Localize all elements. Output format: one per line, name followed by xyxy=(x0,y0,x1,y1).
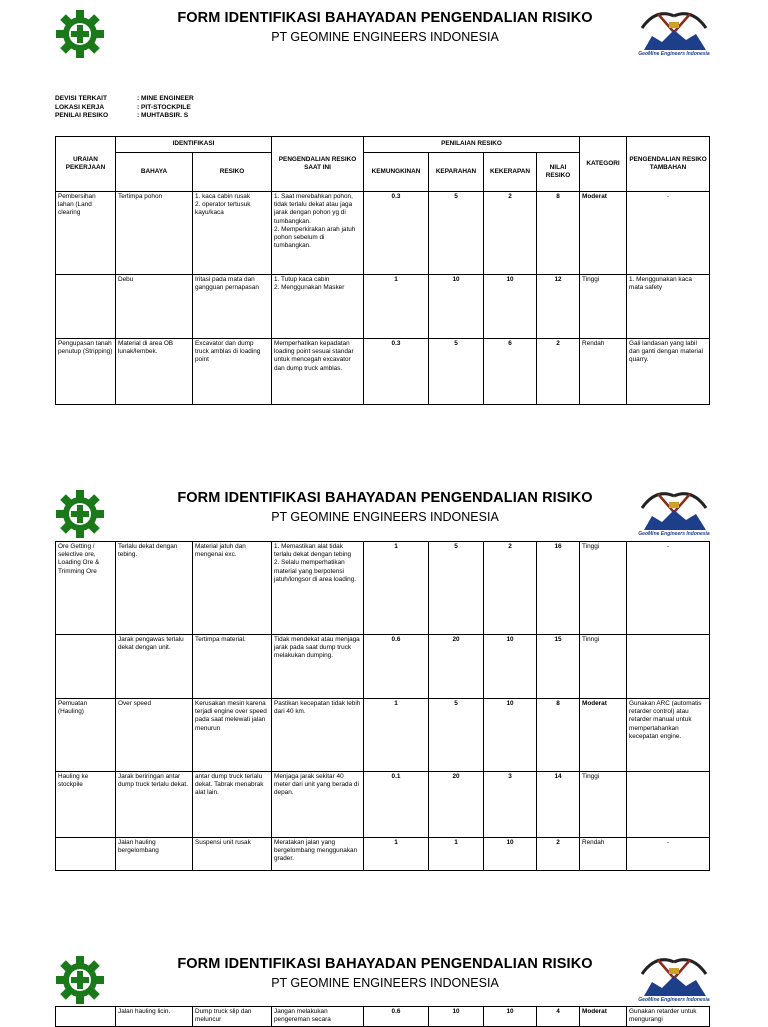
penilai-label: PENILAI RESIKO xyxy=(55,112,109,120)
cell-tambahan: Gunakan retarder untuk mengurangi xyxy=(627,1007,710,1027)
cell-pengendalian: Tidak mendekat atau menjaga jarak pada saat dump truck melakukan dumping. xyxy=(272,635,364,699)
cell-tambahan: Gali landasan yang labil dan ganti dengan material quarry. xyxy=(627,339,710,405)
col-tambahan: PENGENDALIAN RESIKO TAMBAHAN xyxy=(627,137,710,192)
page-header xyxy=(0,484,768,544)
cell-pengendalian: 1. Saat merebahkan pohon, tidak terlalu dekat atau jaga jarak dengan pohon yg di tumbangkan. 2. Memperkirakan arah jatuh pohon sebelum di tumbangkan. xyxy=(272,192,364,275)
cell-kategori: Moderat xyxy=(580,192,627,275)
cell-tambahan xyxy=(627,635,710,699)
form-title: FORM IDENTIFIKASI BAHAYADAN PENGENDALIAN RISIKO xyxy=(177,10,593,26)
cell-kekerapan: 3 xyxy=(484,772,537,838)
cell-keparahan: 20 xyxy=(429,635,484,699)
cell-uraian: Hauling ke stockpile xyxy=(56,772,116,838)
table-row xyxy=(56,192,710,275)
cell-pengendalian: 1. Memastikan alat tidak terlalu dekat dengan tebing 2. Selalu memperhatikan material yang berpotensi jatuh/longsor di area loading. xyxy=(272,542,364,635)
cell-kategori: Moderat xyxy=(580,1007,627,1027)
cell-kekerapan: 10 xyxy=(484,838,537,871)
cell-kekerapan: 10 xyxy=(484,699,537,772)
cell-bahaya: Tertimpa pohon xyxy=(116,192,193,275)
cell-uraian: Pengupasan tanah penutup (Stripping) xyxy=(56,339,116,405)
lokasi-label: LOKASI KERJA xyxy=(55,103,105,111)
cell-resiko: Kerusakan mesin karena terjadi engine over speed pada saat melewati jalan menurun xyxy=(193,699,272,772)
cell-kategori: Rendah xyxy=(580,339,627,405)
col-penilaian: PENILAIAN RESIKO xyxy=(364,137,580,153)
cell-nilai: 15 xyxy=(537,635,580,699)
col-pengendalian: PENGENDALIAN RESIKO SAAT INI xyxy=(272,137,364,192)
cell-nilai: 14 xyxy=(537,772,580,838)
cell-kategori: Tinngi xyxy=(580,635,627,699)
k3-gear-logo-icon xyxy=(54,8,106,60)
cell-resiko: Dump truck slip dan meluncur xyxy=(193,1007,272,1027)
table-row xyxy=(56,838,710,871)
cell-resiko: Tertimpa material. xyxy=(193,635,272,699)
cell-kemungkinan: 0.3 xyxy=(364,339,429,405)
form-meta xyxy=(55,95,194,121)
company-name: PT GEOMINE ENGINEERS INDONESIA xyxy=(271,30,499,44)
col-kemungkinan: KEMUNGKINAN xyxy=(364,153,429,192)
devisi-value: : MINE ENGINEER xyxy=(137,95,194,102)
devisi-label: DEVISI TERKAIT xyxy=(55,95,108,102)
cell-nilai: 8 xyxy=(537,699,580,772)
cell-resiko: Suspensi unit rusak xyxy=(193,838,272,871)
logo-caption: GeoMine Engineers Indonesia xyxy=(638,997,710,1003)
cell-uraian xyxy=(56,635,116,699)
k3-gear-logo-icon xyxy=(54,488,106,540)
cell-kemungkinan: 1 xyxy=(364,699,429,772)
cell-keparahan: 10 xyxy=(429,275,484,339)
logo-caption: GeoMine Engineers Indonesia xyxy=(638,51,710,57)
cell-pengendalian: 1. Tutup kaca cabin 2. Menggunakan Masker xyxy=(272,275,364,339)
cell-kemungkinan: 0.1 xyxy=(364,772,429,838)
page-header xyxy=(0,4,768,64)
cell-kemungkinan: 0.6 xyxy=(364,1007,429,1027)
cell-kemungkinan: 1 xyxy=(364,542,429,635)
col-keparahan: KEPARAHAN xyxy=(429,153,484,192)
cell-kategori: Tinggi xyxy=(580,275,627,339)
cell-tambahan: Gunakan ARC (automatis retarder control) atau retarder manual untuk mempertahankan kecepatan engine. xyxy=(627,699,710,772)
cell-kategori: Tinggi xyxy=(580,772,627,838)
col-kekerapan: KEKERAPAN xyxy=(484,153,537,192)
k3-gear-logo-icon xyxy=(54,954,106,1006)
cell-resiko: Material jatuh dan mengenai exc. xyxy=(193,542,272,635)
cell-kategori: Tinggi xyxy=(580,542,627,635)
col-resiko: RESIKO xyxy=(193,153,272,192)
cell-keparahan: 5 xyxy=(429,339,484,405)
geomine-logo xyxy=(636,6,712,62)
cell-tambahan: 1. Menggunakan kaca mata safety xyxy=(627,275,710,339)
table-row xyxy=(56,542,710,635)
cell-resiko: antar dump truck terlalu dekat. Tabrak menabrak alat lain. xyxy=(193,772,272,838)
form-title: FORM IDENTIFIKASI BAHAYADAN PENGENDALIAN RISIKO xyxy=(177,956,593,972)
cell-kategori: Moderat xyxy=(580,699,627,772)
page-header xyxy=(0,950,768,1010)
cell-kekerapan: 2 xyxy=(484,192,537,275)
cell-kekerapan: 10 xyxy=(484,1007,537,1027)
cell-tambahan: - xyxy=(627,192,710,275)
cell-keparahan: 5 xyxy=(429,542,484,635)
col-uraian: URAIAN PEKERJAAN xyxy=(56,137,116,192)
cell-bahaya: Material di area OB lunak/lembek. xyxy=(116,339,193,405)
cell-bahaya: Terlalu dekat dengan tebing. xyxy=(116,542,193,635)
lokasi-value: : PIT-STOCKPILE xyxy=(137,103,191,111)
cell-bahaya: Jarak pengawas terlalu dekat dengan unit. xyxy=(116,635,193,699)
cell-bahaya: Jarak beriringan antar dump truck terlalu dekat. xyxy=(116,772,193,838)
pickaxe-logo-icon xyxy=(636,486,712,532)
cell-kemungkinan: 0.3 xyxy=(364,192,429,275)
cell-keparahan: 10 xyxy=(429,1007,484,1027)
col-identifikasi: IDENTIFIKASI xyxy=(116,137,272,153)
company-name: PT GEOMINE ENGINEERS INDONESIA xyxy=(271,510,499,524)
cell-uraian: Pemuatan (Hauling) xyxy=(56,699,116,772)
cell-tambahan: - xyxy=(627,542,710,635)
table-row xyxy=(56,635,710,699)
cell-resiko: Excavator dan dump truck amblas di loading point xyxy=(193,339,272,405)
cell-bahaya: Jalan hauling licin. xyxy=(116,1007,193,1027)
cell-tambahan xyxy=(627,772,710,838)
cell-pengendalian: Pastikan kecepatan tidak lebih dari 40 km. xyxy=(272,699,364,772)
cell-resiko: Iritasi pada mata dan gangguan pernapasan xyxy=(193,275,272,339)
cell-nilai: 12 xyxy=(537,275,580,339)
col-kategori: KATEGORI xyxy=(580,137,627,192)
table-row xyxy=(56,339,710,405)
cell-pengendalian: Menjaga jarak sekitar 40 meter dari unit yang berada di depan. xyxy=(272,772,364,838)
geomine-logo xyxy=(636,952,712,1008)
cell-uraian xyxy=(56,275,116,339)
pickaxe-logo-icon xyxy=(636,6,712,52)
cell-keparahan: 5 xyxy=(429,192,484,275)
cell-nilai: 2 xyxy=(537,838,580,871)
cell-pengendalian: Memperhatikan kepadatan loading point sesuai standar untuk mencegah excavator dan dump truck amblas. xyxy=(272,339,364,405)
col-nilai: NILAI RESIKO xyxy=(537,153,580,192)
cell-resiko: 1. kaca cabin rusak 2. operator tertusuk kayu/kaca xyxy=(193,192,272,275)
table-row xyxy=(56,275,710,339)
penilai-value: : MUHTABSIR. S xyxy=(137,112,189,120)
cell-uraian: Ore Getting / selective ore, Loading Ore & Trimming Ore xyxy=(56,542,116,635)
company-name: PT GEOMINE ENGINEERS INDONESIA xyxy=(271,976,499,990)
cell-pengendalian: Jangan melakukan pengereman secara xyxy=(272,1007,364,1027)
cell-uraian: Pembersihan lahan (Land clearing xyxy=(56,192,116,275)
cell-kekerapan: 10 xyxy=(484,275,537,339)
cell-kekerapan: 6 xyxy=(484,339,537,405)
geomine-logo xyxy=(636,486,712,542)
form-title: FORM IDENTIFIKASI BAHAYADAN PENGENDALIAN RISIKO xyxy=(177,490,593,506)
col-bahaya: BAHAYA xyxy=(116,153,193,192)
cell-bahaya: Jalan hauling bergelombang xyxy=(116,838,193,871)
cell-kekerapan: 2 xyxy=(484,542,537,635)
cell-keparahan: 1 xyxy=(429,838,484,871)
table-row xyxy=(56,772,710,838)
cell-tambahan: - xyxy=(627,838,710,871)
cell-pengendalian: Meratakan jalan yang bergelombang menggunakan grader. xyxy=(272,838,364,871)
cell-kekerapan: 10 xyxy=(484,635,537,699)
cell-uraian xyxy=(56,838,116,871)
cell-kemungkinan: 1 xyxy=(364,275,429,339)
logo-caption: GeoMine Engineers Indonesia xyxy=(638,531,710,537)
pickaxe-logo-icon xyxy=(636,952,712,998)
cell-keparahan: 5 xyxy=(429,699,484,772)
cell-kategori: Rendah xyxy=(580,838,627,871)
table-row xyxy=(56,699,710,772)
cell-kemungkinan: 0.6 xyxy=(364,635,429,699)
cell-nilai: 16 xyxy=(537,542,580,635)
cell-kemungkinan: 1 xyxy=(364,838,429,871)
cell-keparahan: 20 xyxy=(429,772,484,838)
cell-nilai: 4 xyxy=(537,1007,580,1027)
cell-bahaya: Over speed xyxy=(116,699,193,772)
cell-bahaya: Debu xyxy=(116,275,193,339)
risk-table-page1 xyxy=(55,136,710,405)
risk-table-page2 xyxy=(55,541,710,871)
cell-nilai: 2 xyxy=(537,339,580,405)
cell-nilai: 8 xyxy=(537,192,580,275)
